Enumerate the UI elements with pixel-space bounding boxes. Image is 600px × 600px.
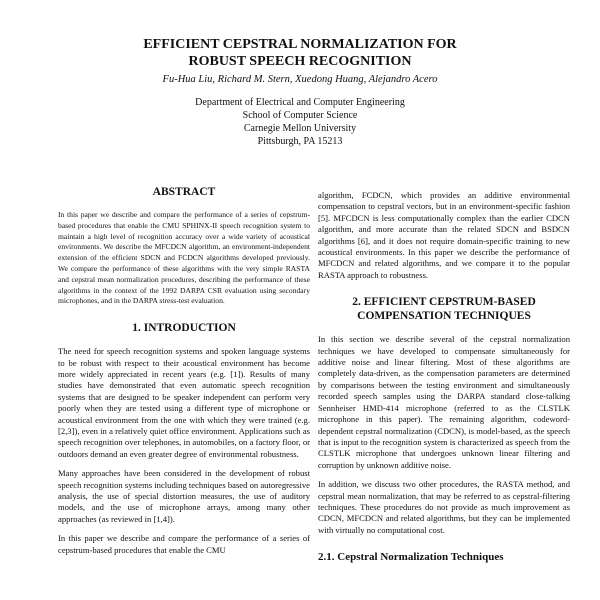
section-2-paragraph: In this section we describe several of the cepstral normalization techniques we have developed to compensate simultaneously for additive noise and linear filtering. Most of these algorithms are completely data-driven, as the compensation parameters are determined by comparisons between the testing environment and simultaneously recorded speech samples using the DARPA standard close-talking Sennheiser HMD-414 microphone (referred to as the CLSTLK microphone in this paper). The remaining algorithm, codeword-dependent cepstral normalization (CDCN), is model-based, as the speech that is input to the recognition system is characterized as speech from the CLSTLK microphone that undergoes unknown linear filtering and corruption by unknown additive noise. [318, 334, 570, 470]
affiliation-line: Pittsburgh, PA 15213 [257, 136, 343, 147]
title-line-2: ROBUST SPEECH RECOGNITION [188, 54, 412, 69]
section-2-heading-line-2: COMPENSATION TECHNIQUES [357, 310, 531, 323]
section-2-heading [318, 295, 570, 323]
introduction-paragraph: In this paper we describe and compare the performance of a series of cepstrum-based procedures that enable the CMU [58, 533, 310, 555]
subsection-2-1-heading: 2.1. Cepstral Normalization Techniques [318, 551, 504, 564]
affiliation-line: Carnegie Mellon University [243, 123, 357, 134]
right-column [318, 190, 570, 564]
authors: Fu-Hua Liu, Richard M. Stern, Xuedong Huang, Alejandro Acero [162, 74, 438, 85]
section-2-paragraph: In addition, we discuss two other procedures, the RASTA method, and cepstral mean normalization, that may be referred to as cepstral-filtering techniques. These procedures do not provide as much improvement as CDCN, MFCDCN and related algorithms, but they can be implemented with virtually no computational cost. [318, 479, 570, 535]
left-column [58, 185, 310, 556]
continuation-paragraph: algorithm, FCDCN, which provides an additive environmental compensation to cepstral vectors, but in an environment-specific fashion [5]. MFCDCN is less computationally complex than the earlier CDCN algorithm, and more accurate than the related SDCN and BSDCN algorithms [6], and it does not require domain-specific training to new acoustical environments. In this paper we describe the performance of MFCDCN and related algorithms, and we compare it to the popular RASTA approach to robustness. [318, 190, 570, 280]
affiliation-line: Department of Electrical and Computer Engineering [195, 97, 405, 108]
section-2-heading-line-1: 2. EFFICIENT CEPSTRUM-BASED [352, 296, 536, 309]
introduction-paragraph: Many approaches have been considered in the development of robust speech recognition systems including techniques based on autoregressive analysis, the use of special distortion measures, the use of auditory models, and the use of microphone arrays, among many other approaches (as reviewed in [1,4]). [58, 468, 310, 524]
affiliation-line: School of Computer Science [242, 110, 358, 121]
paper-title [40, 36, 560, 70]
affiliation [150, 96, 450, 148]
abstract-heading: ABSTRACT [152, 186, 216, 198]
introduction-paragraph: The need for speech recognition systems and spoken language systems to be robust with respect to their acoustical environment has become more widely appreciated in recent years (e.g. [1]). Results of many studies have demonstrated that even automatic speech recognition systems that are designed to be speaker independent can perform very poorly when they are tested using a different type of microphone or acoustical environment from the one with which they were trained (e.g. [2,3]), even in a relatively quiet office environment. Applications such as speech recognition over telephones, in automobiles, on a factory floor, or outdoors demand an even greater degree of environmental robustness. [58, 346, 310, 459]
title-line-1: EFFICIENT CEPSTRAL NORMALIZATION FOR [143, 37, 457, 52]
introduction-heading: 1. INTRODUCTION [132, 322, 236, 335]
abstract-text: In this paper we describe and compare the performance of a series of cepstrum-based procedures that enable the CMU SPHINX-II speech recognition system to maintain a high level of recognition accuracy over a wide variety of acoustical environments. We describe the MFCDCN algorithm, an environment-independent extension of the efficient SDCN and FCDCN algorithms developed previously. We compare the performance of these algorithms with the very simple RASTA and cepstral mean normalization procedures, describing the performance of these algorithms in the context of the 1992 DARPA CSR evaluation using secondary microphones, and in the DARPA stress-test evaluation. [58, 210, 310, 306]
